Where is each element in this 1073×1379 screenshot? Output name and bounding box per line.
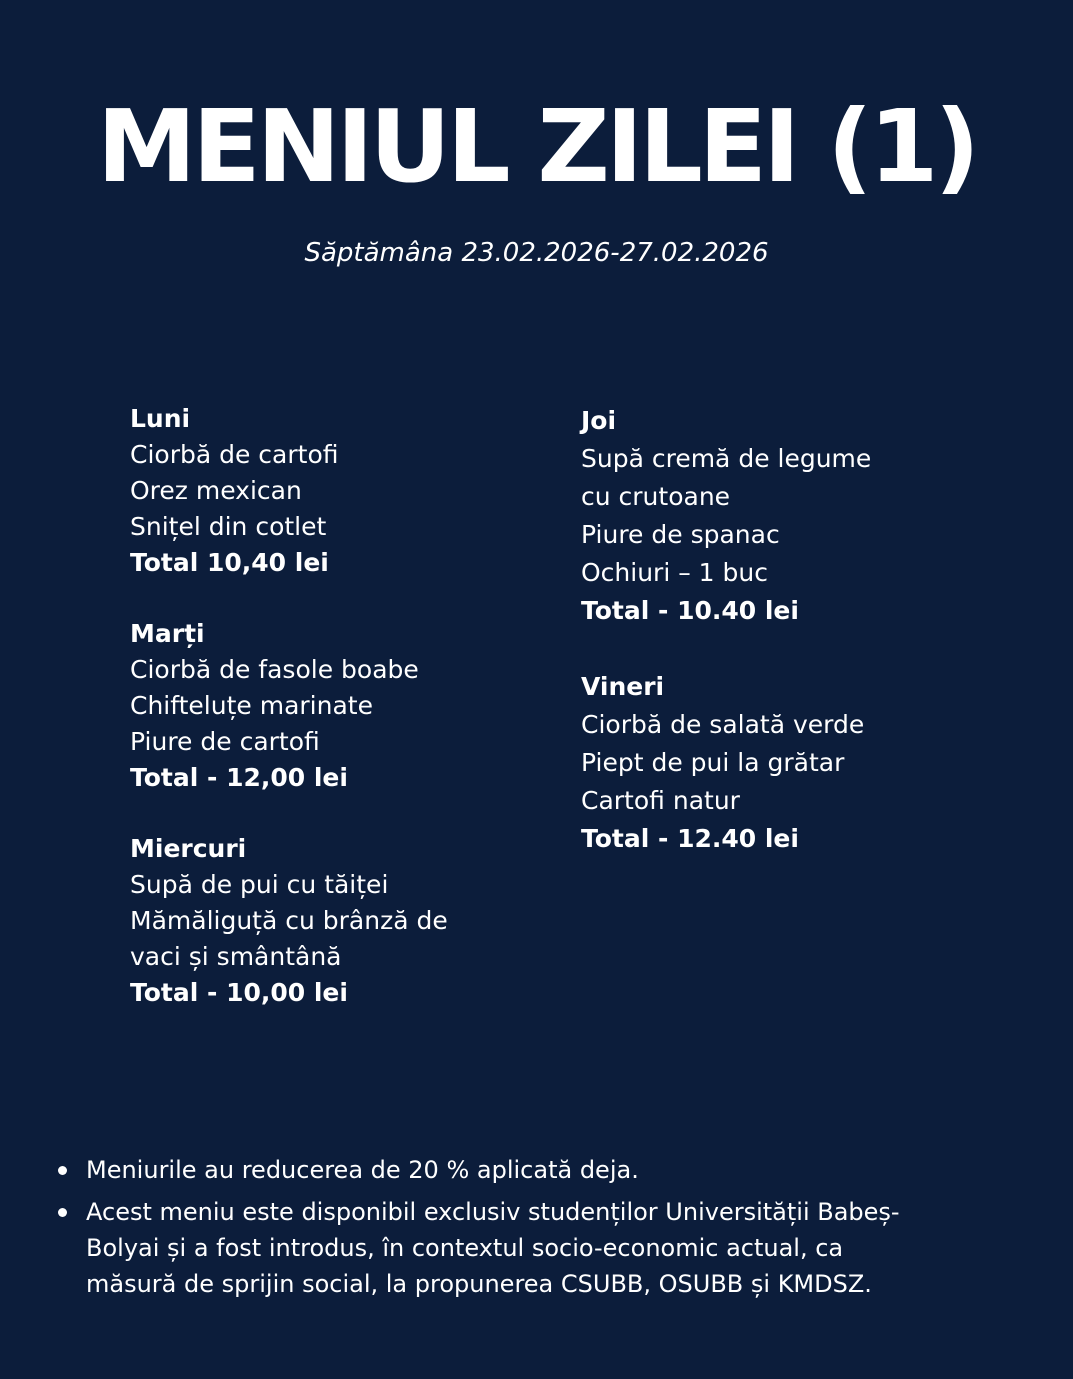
day-name: Vineri [581, 672, 665, 701]
note-text: măsură de sprijin social, la propunerea CSUBB, OSUBB și KMDSZ. [86, 1270, 872, 1298]
menu-item: Ciorbă de salată verde [581, 710, 865, 739]
page-title: MENIUL ZILEI (1) [96, 88, 977, 205]
bullet-icon [58, 1166, 67, 1175]
menu-item: Chifteluțe marinate [130, 691, 373, 720]
note-text: Meniurile au reducerea de 20 % aplicată deja. [86, 1156, 639, 1184]
day-total: Total - 12.40 lei [581, 824, 799, 853]
day-block-miercuri [130, 831, 448, 1011]
day-total: Total - 12,00 lei [130, 763, 348, 792]
day-block-joi [581, 402, 871, 630]
menu-item: Piept de pui la grătar [581, 748, 845, 777]
day-name: Miercuri [130, 834, 247, 863]
day-name: Marți [130, 619, 205, 648]
note-item [58, 1194, 1018, 1302]
day-block-vineri [581, 668, 864, 858]
menu-item: Snițel din cotlet [130, 512, 327, 541]
menu-item: Piure de cartofi [130, 727, 320, 756]
menu-item: Ciorbă de cartofi [130, 440, 339, 469]
notes-list [58, 1152, 1018, 1308]
menu-item: Supă de pui cu tăiței [130, 870, 389, 899]
day-total: Total - 10.40 lei [581, 596, 799, 625]
day-block-marti [130, 616, 419, 796]
day-total: Total 10,40 lei [130, 548, 329, 577]
day-name: Luni [130, 404, 191, 433]
menu-item: Cartofi natur [581, 786, 740, 815]
bullet-icon [58, 1208, 67, 1217]
menu-item: Ochiuri – 1 buc [581, 558, 768, 587]
day-name: Joi [581, 406, 617, 435]
day-block-luni [130, 401, 339, 581]
note-text: Bolyai și a fost introdus, în contextul socio-economic actual, ca [86, 1234, 844, 1262]
note-item [58, 1152, 1018, 1188]
note-text: Acest meniu este disponibil exclusiv studenților Universității Babeș- [86, 1198, 900, 1226]
day-total: Total - 10,00 lei [130, 978, 348, 1007]
menu-item: cu crutoane [581, 482, 731, 511]
week-subtitle: Săptămâna 23.02.2026-27.02.2026 [304, 238, 769, 268]
menu-item: Mămăliguță cu brânză de [130, 906, 448, 935]
menu-item: Piure de spanac [581, 520, 780, 549]
menu-item: Orez mexican [130, 476, 302, 505]
menu-item: Supă cremă de legume [581, 444, 872, 473]
menu-item: Ciorbă de fasole boabe [130, 655, 419, 684]
menu-item: vaci și smântână [130, 942, 342, 971]
